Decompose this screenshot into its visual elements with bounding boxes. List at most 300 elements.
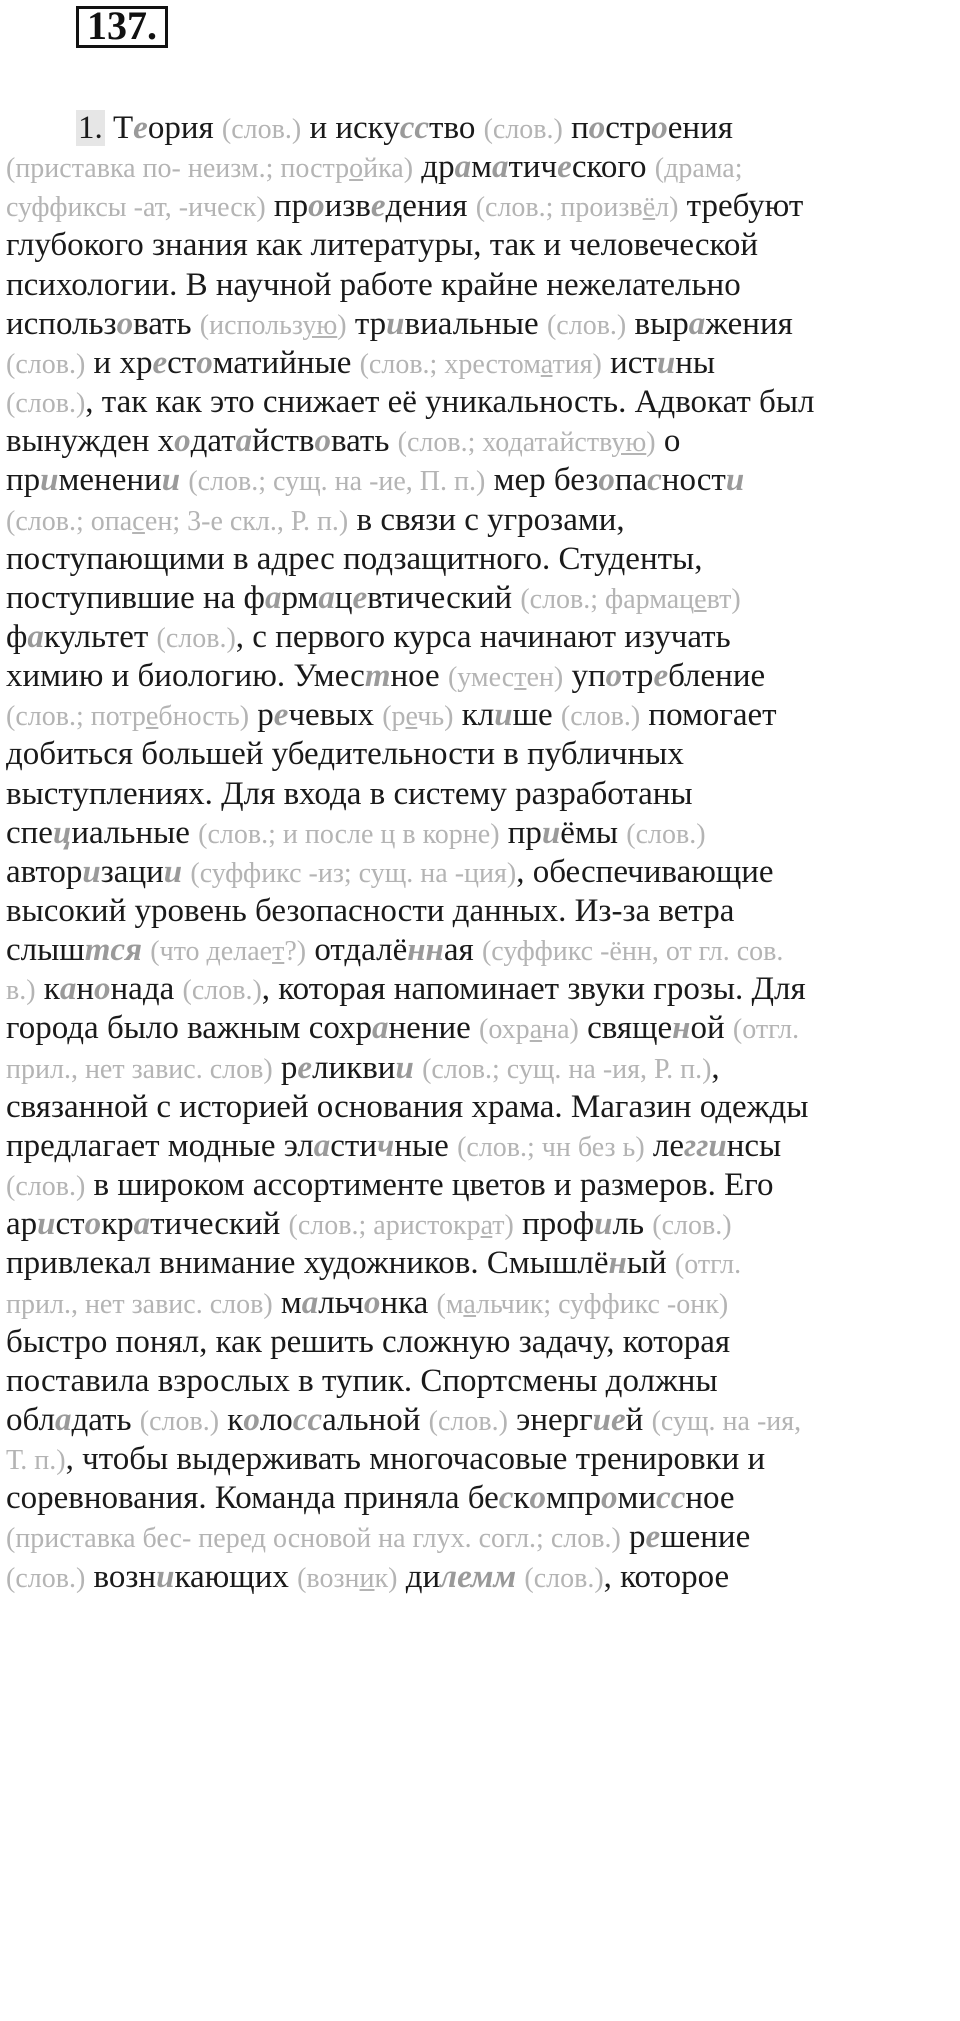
text-segment: нада <box>110 971 183 1008</box>
highlighted-letters: ле <box>440 1558 471 1595</box>
grammar-note: бность) <box>158 701 250 733</box>
text-segment: р <box>249 697 274 734</box>
text-segment: ле <box>644 1127 685 1164</box>
grammar-note: ен; 3-е скл., Р. п.) <box>144 505 349 537</box>
text-segment: уп <box>563 658 606 695</box>
grammar-note: (м <box>436 1288 464 1320</box>
text-segment: р <box>620 1519 646 1556</box>
highlighted-letters: о <box>529 1480 546 1517</box>
highlighted-letters: о <box>651 110 668 146</box>
text-segment: ше <box>512 697 561 734</box>
text-segment: , с первого курса начинают изучать <box>235 618 731 655</box>
highlighted-letters: а <box>313 1127 331 1164</box>
grammar-note: (приставка бес- перед основой на глух. согл.; слов.) <box>6 1523 621 1555</box>
text-segment: обл <box>6 1401 55 1438</box>
text-segment: добиться большей убедительности в публичных <box>6 736 684 773</box>
text-line <box>6 539 702 579</box>
text-line <box>6 500 625 540</box>
text-segment: м <box>471 149 492 186</box>
highlighted-letters: сс <box>292 1401 323 1438</box>
text-segment: др <box>413 149 455 186</box>
text-segment: рм <box>281 579 319 616</box>
text-line <box>6 813 706 853</box>
text-segment: к <box>513 1480 530 1517</box>
text-segment: ст <box>55 1206 85 1243</box>
highlighted-letters: о <box>598 462 615 499</box>
grammar-note: (слов.) <box>6 1171 86 1203</box>
text-segment: , которая напоминает звуки грозы. Для <box>261 971 806 1008</box>
grammar-note: ?) <box>284 936 307 968</box>
text-line <box>6 186 803 226</box>
text-segment: шение <box>660 1519 751 1556</box>
grammar-note: о <box>349 153 364 185</box>
text-line <box>6 656 765 696</box>
highlighted-letters: и <box>725 462 745 499</box>
text-line <box>6 617 731 657</box>
text-line <box>6 1048 720 1088</box>
text-segment: ст <box>167 344 197 381</box>
text-segment <box>414 1050 422 1086</box>
grammar-note: чь) <box>417 701 454 733</box>
text-segment: тр <box>622 658 654 695</box>
text-segment: изв <box>324 188 371 225</box>
text-segment: вынужден х <box>6 423 175 460</box>
text-segment: глубокого знания как литературы, так и человеческой <box>6 227 759 264</box>
grammar-note: льчик; суффикс -онк) <box>476 1288 729 1320</box>
text-segment: дения <box>385 188 476 225</box>
grammar-note: (отгл. <box>674 1249 742 1281</box>
text-line <box>6 265 741 305</box>
text-segment: города было важным сохр <box>6 1010 373 1047</box>
grammar-note: тия) <box>552 348 602 380</box>
text-segment: п <box>562 110 589 146</box>
highlighted-letters: о <box>84 1206 102 1243</box>
grammar-note: вт) <box>706 583 741 615</box>
text-segment: ди <box>397 1558 441 1595</box>
text-segment: иальные <box>71 814 199 851</box>
grammar-note: (слов.) <box>546 309 627 341</box>
text-segment: отдалё <box>306 932 408 969</box>
text-segment: вать <box>330 423 398 460</box>
text-segment: тич <box>508 149 558 186</box>
highlighted-letters: н <box>672 1010 691 1047</box>
text-segment: возн <box>85 1558 157 1595</box>
text-segment: ория <box>147 110 222 146</box>
grammar-note: (слов.) <box>6 388 86 420</box>
highlighted-letters: сс <box>656 1480 686 1517</box>
text-segment: спе <box>6 814 53 851</box>
text-segment: ист <box>601 344 657 381</box>
grammar-note: в.) <box>6 975 36 1007</box>
text-segment: чевых <box>288 697 383 734</box>
grammar-note: (что делае <box>150 936 273 968</box>
text-segment: выр <box>626 305 689 342</box>
highlighted-letters: а <box>235 423 253 460</box>
text-segment: льч <box>318 1284 364 1321</box>
text-line <box>6 460 744 500</box>
highlighted-letters: о <box>243 1401 260 1438</box>
highlighted-letters: и <box>40 462 59 499</box>
highlighted-letters: и <box>386 305 405 342</box>
text-line <box>6 734 684 774</box>
text-line <box>6 1126 781 1166</box>
text-segment: втический <box>367 579 521 616</box>
grammar-note: (слов.; произв <box>475 192 643 224</box>
grammar-note: на) <box>542 1014 579 1046</box>
highlighted-letters: с <box>498 1480 514 1517</box>
text-segment: стр <box>605 110 652 146</box>
highlighted-letters: и <box>656 344 676 381</box>
grammar-note: а <box>480 1210 493 1242</box>
text-segment: ност <box>661 462 726 499</box>
text-line <box>6 1243 741 1283</box>
grammar-note: (слов.) <box>6 348 86 380</box>
text-segment: мер без <box>485 462 599 499</box>
text-line <box>6 774 693 814</box>
text-segment: тический <box>150 1206 289 1243</box>
grammar-note: с <box>132 505 145 537</box>
text-segment: н <box>76 971 95 1008</box>
text-segment: слыш <box>6 932 85 969</box>
text-segment: р <box>272 1049 298 1086</box>
text-segment: пр <box>499 814 542 851</box>
text-segment: дат <box>190 423 236 460</box>
text-segment: требуют <box>678 188 804 225</box>
text-segment: ное <box>685 1480 735 1517</box>
highlighted-letters: и <box>37 1206 56 1243</box>
highlighted-letters: о <box>601 1480 618 1517</box>
text-segment: к <box>35 971 60 1008</box>
highlighted-letters: а <box>491 149 509 186</box>
grammar-note: к) <box>374 1562 398 1594</box>
text-segment: автор <box>6 853 83 890</box>
grammar-note: (охр <box>479 1014 530 1046</box>
highlighted-letters: т <box>364 658 391 695</box>
highlighted-letters: и <box>163 853 183 890</box>
grammar-note: е <box>145 701 159 733</box>
text-segment: мпр <box>545 1480 601 1517</box>
text-line <box>6 1165 774 1205</box>
grammar-note: л) <box>655 192 679 224</box>
grammar-note: ) <box>337 309 347 341</box>
grammar-note: (суффикс -из; сущ. на -ция) <box>190 857 517 889</box>
highlighted-letters: ц <box>52 814 72 851</box>
grammar-note: (слов.) <box>483 114 563 145</box>
highlighted-letters: е <box>273 697 289 734</box>
text-line <box>6 852 774 892</box>
grammar-note: (отгл. <box>732 1014 800 1046</box>
text-segment: , обеспечивающие <box>516 853 774 890</box>
text-line <box>6 1478 735 1518</box>
grammar-note: (слов.) <box>428 1405 508 1437</box>
text-segment: альной <box>322 1401 429 1438</box>
text-segment: заци <box>100 853 164 890</box>
text-segment: ой <box>690 1010 733 1047</box>
grammar-note: (слов.) <box>139 1405 220 1437</box>
grammar-note: ен) <box>526 662 564 694</box>
highlighted-letters: а <box>54 1401 72 1438</box>
highlighted-letters: и <box>541 814 561 851</box>
grammar-note: (возн <box>297 1562 360 1594</box>
text-segment: привлекал внимание художников. Смышлё <box>6 1245 609 1282</box>
highlighted-letters: о <box>174 423 191 460</box>
text-segment: ные <box>394 1127 458 1164</box>
grammar-note: (использ <box>199 309 303 341</box>
text-line <box>6 1204 732 1244</box>
highlighted-letters: е <box>557 149 572 186</box>
text-line <box>6 930 783 970</box>
text-line <box>6 1322 730 1362</box>
text-segment: виальные <box>404 305 547 342</box>
text-line <box>6 891 734 931</box>
grammar-note: Т. п.) <box>6 1445 66 1477</box>
text-segment: в связи с угрозами, <box>348 501 625 538</box>
highlighted-letters: е <box>352 579 368 616</box>
grammar-note: а <box>529 1014 543 1046</box>
highlighted-letters: о <box>116 305 134 342</box>
grammar-note: (слов.; хрестом <box>359 348 541 380</box>
grammar-note: ую <box>302 309 338 341</box>
highlighted-letters: и <box>594 1206 613 1243</box>
highlighted-letters: и <box>156 1558 175 1595</box>
highlighted-letters: о <box>363 1284 381 1321</box>
text-segment: ны <box>675 344 716 381</box>
text-segment: менени <box>58 462 162 499</box>
task-number: 137. <box>87 3 157 48</box>
grammar-note: (слов.; фармац <box>520 583 695 615</box>
grammar-note: (слов.; и после ц в корне) <box>198 818 500 850</box>
item-number: 1. <box>78 110 103 146</box>
highlighted-letters: а <box>27 618 44 655</box>
highlighted-letters: а <box>318 579 335 616</box>
text-line <box>6 421 680 461</box>
grammar-note: а <box>463 1288 477 1320</box>
highlighted-letters: о <box>94 971 111 1008</box>
text-segment: пр <box>265 188 309 225</box>
text-segment: культет <box>43 618 157 655</box>
grammar-note: и <box>359 1562 375 1594</box>
text-segment: бление <box>668 658 766 695</box>
text-segment: предлагает модные эл <box>6 1127 314 1164</box>
text-segment: в широком ассортименте цветов и размеров. Его <box>85 1167 774 1204</box>
text-segment: ый <box>626 1245 675 1282</box>
highlighted-letters: е <box>645 1519 661 1556</box>
grammar-note: (слов.; потр <box>6 701 146 733</box>
highlighted-letters: с <box>647 462 662 499</box>
text-segment: о <box>655 423 681 460</box>
text-line <box>6 1361 718 1401</box>
text-segment: ар <box>6 1206 38 1243</box>
highlighted-letters: и <box>161 462 181 499</box>
grammar-note: (слов.; аристокр <box>288 1210 481 1242</box>
text-segment: кл <box>453 697 495 734</box>
grammar-note: (слов.) <box>6 1562 86 1594</box>
text-segment: пр <box>6 462 41 499</box>
text-segment: свяще <box>578 1010 673 1047</box>
text-line <box>6 1439 765 1479</box>
highlighted-letters: ие <box>592 1401 626 1438</box>
text-line <box>6 578 741 618</box>
text-segment: поступающими в адрес подзащитного. Студенты, <box>6 540 703 577</box>
text-segment: вать <box>133 305 200 342</box>
highlighted-letters: и <box>82 853 101 890</box>
text-segment: ль <box>612 1206 653 1243</box>
grammar-note: (слов.; опа <box>6 505 133 537</box>
text-segment: сти <box>330 1127 377 1164</box>
text-segment: использ <box>6 305 117 342</box>
highlighted-letters: а <box>59 971 77 1008</box>
grammar-note: суффиксы -ат, -ическ) <box>6 192 266 224</box>
text-line <box>6 1400 801 1440</box>
text-segment: нка <box>380 1284 437 1321</box>
grammar-note: (слов.) <box>221 114 302 145</box>
text-segment: ликви <box>312 1049 396 1086</box>
grammar-note: (слов.) <box>156 622 236 654</box>
text-segment: высокий уровень безопасности данных. Из-за ветра <box>6 893 735 929</box>
text-segment: й <box>625 1401 652 1438</box>
grammar-note: (слов.) <box>652 1210 732 1242</box>
text-segment: йств <box>252 423 315 460</box>
grammar-note: йка) <box>363 153 414 185</box>
grammar-note: т) <box>492 1210 514 1242</box>
highlighted-letters: а <box>264 579 282 616</box>
highlighted-letters: н <box>608 1245 627 1282</box>
highlighted-letters: о <box>588 110 606 146</box>
text-segment: , чтобы выдерживать многочасовые тренировки и <box>65 1441 766 1478</box>
text-line <box>6 1008 799 1048</box>
text-segment: быстро понял, как решить сложную задачу, которая <box>6 1323 731 1360</box>
text-segment: тво <box>429 110 484 146</box>
text-segment: выступлениях. Для входа в систему разработаны <box>6 775 693 812</box>
text-line <box>6 147 743 187</box>
text-segment: ц <box>334 579 353 616</box>
text-segment: матийные <box>212 344 360 381</box>
text-segment: проф <box>513 1206 595 1243</box>
grammar-note: (слов.; ходатайств <box>397 427 612 459</box>
text-line <box>6 695 777 735</box>
grammar-note: (слов.; сущ. на -ия, Р. п.) <box>422 1053 712 1085</box>
text-segment: соревнования. Команда приняла бе <box>6 1480 499 1517</box>
grammar-note: (драма; <box>654 153 743 185</box>
grammar-note: (слов.) <box>524 1562 604 1594</box>
text-segment: нсы <box>726 1127 782 1164</box>
text-segment: м <box>272 1284 302 1321</box>
grammar-note: (слов.) <box>182 975 262 1007</box>
text-segment: энерг <box>507 1401 593 1438</box>
highlighted-letters: о <box>196 344 213 381</box>
grammar-note: (слов.; чн без ь) <box>457 1131 645 1163</box>
text-segment: химию и биологию. Умес <box>6 658 365 695</box>
text-line <box>6 225 758 265</box>
highlighted-letters: и <box>395 1049 414 1086</box>
grammar-note: (р <box>382 701 406 733</box>
text-line <box>6 304 793 344</box>
text-line <box>6 1087 808 1127</box>
highlighted-letters: е <box>370 188 386 225</box>
highlighted-letters: о <box>314 423 331 460</box>
grammar-note: т <box>272 936 285 968</box>
task-number-box <box>76 3 168 48</box>
grammar-note: е <box>405 701 418 733</box>
grammar-note: ё <box>642 192 656 224</box>
grammar-note: (слов.) <box>560 701 641 733</box>
grammar-note: (приставка по- неизм.; постр <box>6 153 350 185</box>
text-segment: ло <box>259 1401 293 1438</box>
text-segment: тр <box>346 305 387 342</box>
highlighted-letters: а <box>688 305 706 342</box>
grammar-note: (сущ. на -ия, <box>651 1405 802 1437</box>
text-segment: помогает <box>640 697 777 734</box>
highlighted-letters: и <box>494 697 513 734</box>
text-line <box>6 1283 728 1323</box>
text-line <box>6 969 806 1009</box>
highlighted-letters: а <box>454 149 472 186</box>
highlighted-letters: е <box>152 344 168 381</box>
text-segment: поставила взрослых в тупик. Спортсмены должны <box>6 1362 718 1399</box>
text-segment: Т <box>113 110 134 146</box>
text-segment: ения <box>667 110 733 146</box>
grammar-note: (слов.; сущ. на -ие, П. п.) <box>188 466 486 498</box>
text-segment: ми <box>617 1480 657 1517</box>
text-segment: , которое <box>603 1558 730 1595</box>
text-segment: и иску <box>301 110 400 146</box>
text-segment: к <box>219 1401 244 1438</box>
highlighted-letters: гги <box>684 1127 727 1164</box>
highlighted-letters: а <box>372 1010 389 1047</box>
text-segment: ёмы <box>560 814 627 851</box>
text-segment: жения <box>705 305 793 342</box>
grammar-note: а <box>540 348 553 380</box>
highlighted-letters: нн <box>407 932 444 969</box>
highlighted-letters: тся <box>84 932 143 969</box>
text-segment: , <box>711 1049 720 1086</box>
text-segment: связанной с историей основания храма. Магазин одежды <box>6 1088 809 1125</box>
text-segment: , так как это снижает её уникальность. Адвокат был <box>85 384 815 421</box>
grammar-note: т <box>514 662 527 694</box>
text-segment: ского <box>571 149 655 186</box>
highlighted-letters: а <box>301 1284 319 1321</box>
grammar-note: ) <box>646 427 656 459</box>
highlighted-letters: е <box>297 1049 313 1086</box>
text-segment: кр <box>101 1206 134 1243</box>
text-segment: ное <box>390 658 448 695</box>
highlighted-letters: е <box>653 658 669 695</box>
text-line <box>6 343 715 383</box>
grammar-note: (слов.) <box>626 818 706 850</box>
highlighted-letters: е <box>133 110 148 146</box>
highlighted-letters: а <box>133 1206 151 1243</box>
text-segment: и хр <box>85 344 153 381</box>
text-segment: поступившие на ф <box>6 579 265 616</box>
grammar-note: прил., нет завис. слов) <box>6 1053 273 1085</box>
text-segment: па <box>614 462 648 499</box>
text-segment: психологии. В научной работе крайне нежелательно <box>6 266 741 303</box>
highlighted-letters: о <box>605 658 623 695</box>
grammar-note: е <box>694 583 707 615</box>
text-segment: кающих <box>174 1558 298 1595</box>
grammar-note: (умес <box>447 662 515 694</box>
highlighted-letters: мм <box>470 1558 517 1595</box>
text-segment: дать <box>71 1401 140 1438</box>
text-segment: ф <box>6 618 28 655</box>
text-line <box>6 382 815 422</box>
text-segment: нение <box>388 1010 480 1047</box>
grammar-note: (суффикс -ённ, от гл. сов. <box>481 936 784 968</box>
highlighted-letters: о <box>308 188 325 225</box>
grammar-note: ую <box>611 427 647 459</box>
highlighted-letters: ч <box>377 1127 395 1164</box>
text-line <box>76 108 733 148</box>
